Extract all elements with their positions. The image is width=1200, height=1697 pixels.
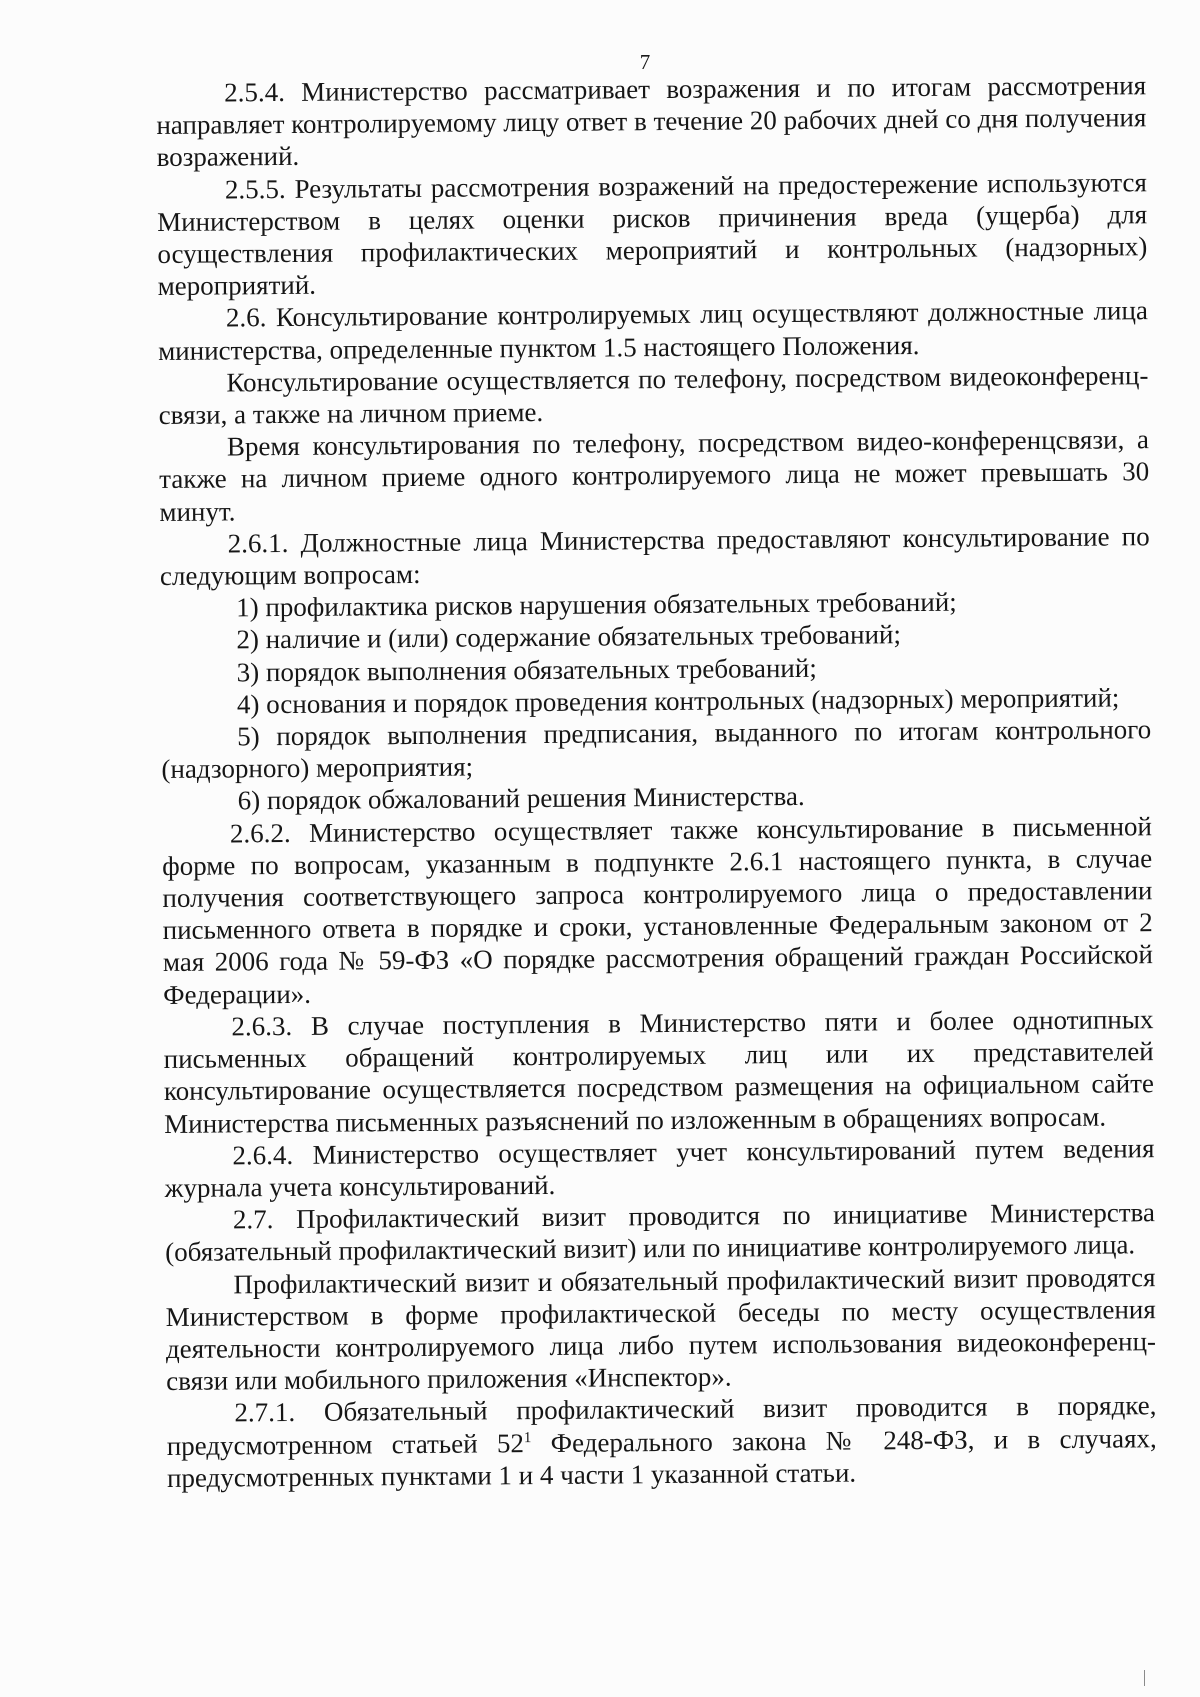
paragraph-2-6-1: 2.6.1. Должностные лица Министерства предоставляют консультирование по следующим вопросам: [159, 521, 1150, 592]
scan-edge-mark [1144, 1670, 1145, 1686]
paragraph-visit-form: Профилактический визит и обязательный профилактический визит проводятся Министерством в форме профилактической беседы по месту осуществления деятельности контролируемого лица либо путем использования видеоконференц-связи или мобильного приложения «Инспектор». [165, 1261, 1157, 1397]
page-number: 7 [639, 50, 651, 74]
paragraph-2-7: 2.7. Профилактический визит проводится по инициативе Министерства (обязательный профилактический визит) или по инициативе контролируемого лица. [165, 1197, 1156, 1268]
paragraph-2-7-1-part1: 2.7.1. Обязательный профилактический визит проводится в порядке, предусмотренном статьей 52 [166, 1390, 1157, 1461]
list-item-5: 5) порядок выполнения предписания, выданного по итогам контрольного (надзорного) мероприятия; [161, 714, 1152, 785]
paragraph-2-6: 2.6. Консультирование контролируемых лиц осуществляют должностные лица министерства, определенные пунктом 1.5 настоящего Положения. [158, 295, 1148, 366]
paragraph-2-6-2: 2.6.2. Министерство осуществляет также консультирование в письменной форме по вопросам, указанным в подпункте 2.6.1 настоящего пункта, в случае получения соответствующего запроса контролируемого лица о предоставлении письменного ответа в порядке и сроки, установленные Федеральным законом от 2 мая 2006 года № 59-ФЗ «О порядке рассмотрения обращений граждан Российской Федерации». [162, 810, 1154, 1010]
paragraph-consultation-time: Время консультирования по телефону, посредством видео-конференцсвязи, а также на личном приеме одного контролируемого лица не может превышать 30 минут. [159, 424, 1150, 527]
list-item-6: 6) порядок обжалований решения Министерства. [237, 781, 805, 816]
list-item-1: 1) профилактика рисков нарушения обязательных требований; [236, 586, 957, 623]
paragraph-2-5-5: 2.5.5. Результаты рассмотрения возражений на предостережение используются Министерством в целях оценки рисков причинения вреда (ущерба) для осуществления профилактических мероприятий и контрольных (надзорных) мероприятий. [157, 166, 1148, 302]
paragraph-2-7-1 [166, 1390, 1157, 1494]
paragraph-consultation-channels: Консультирование осуществляется по телефону, посредством видеоконференц-связи, а также на личном приеме. [158, 360, 1149, 431]
list-item-2: 2) наличие и (или) содержание обязательных требований; [236, 619, 902, 655]
document-body [156, 69, 1157, 1494]
paragraph-2-6-3: 2.6.3. В случае поступления в Министерство пяти и более однотипных письменных обращений контролируемых лиц или их представителей консультирование осуществляется посредством размещения на официальном сайте Министерства письменных разъяснений по изложенным в обращениях вопросам. [163, 1004, 1155, 1139]
list-item-4: 4) основания и порядок проведения контрольных (надзорных) мероприятий; [236, 682, 1120, 720]
list-item-3: 3) порядок выполнения обязательных требований; [236, 652, 817, 688]
superscript-article-index: 1 [523, 1429, 532, 1446]
paragraph-2-5-4: 2.5.4. Министерство рассматривает возражения и по итогам рассмотрения направляет контролируемому лицу ответ в течение 20 рабочих дней со дня получения возражений. [156, 70, 1147, 173]
paragraph-2-7-1-part2: Федерального закона № 248-ФЗ, и в случаях, предусмотренных пунктами 1 и 4 части 1 указанной статьи. [166, 1422, 1157, 1493]
paragraph-2-6-4: 2.6.4. Министерство осуществляет учет консультирований путем ведения журнала учета консультирований. [164, 1132, 1155, 1203]
